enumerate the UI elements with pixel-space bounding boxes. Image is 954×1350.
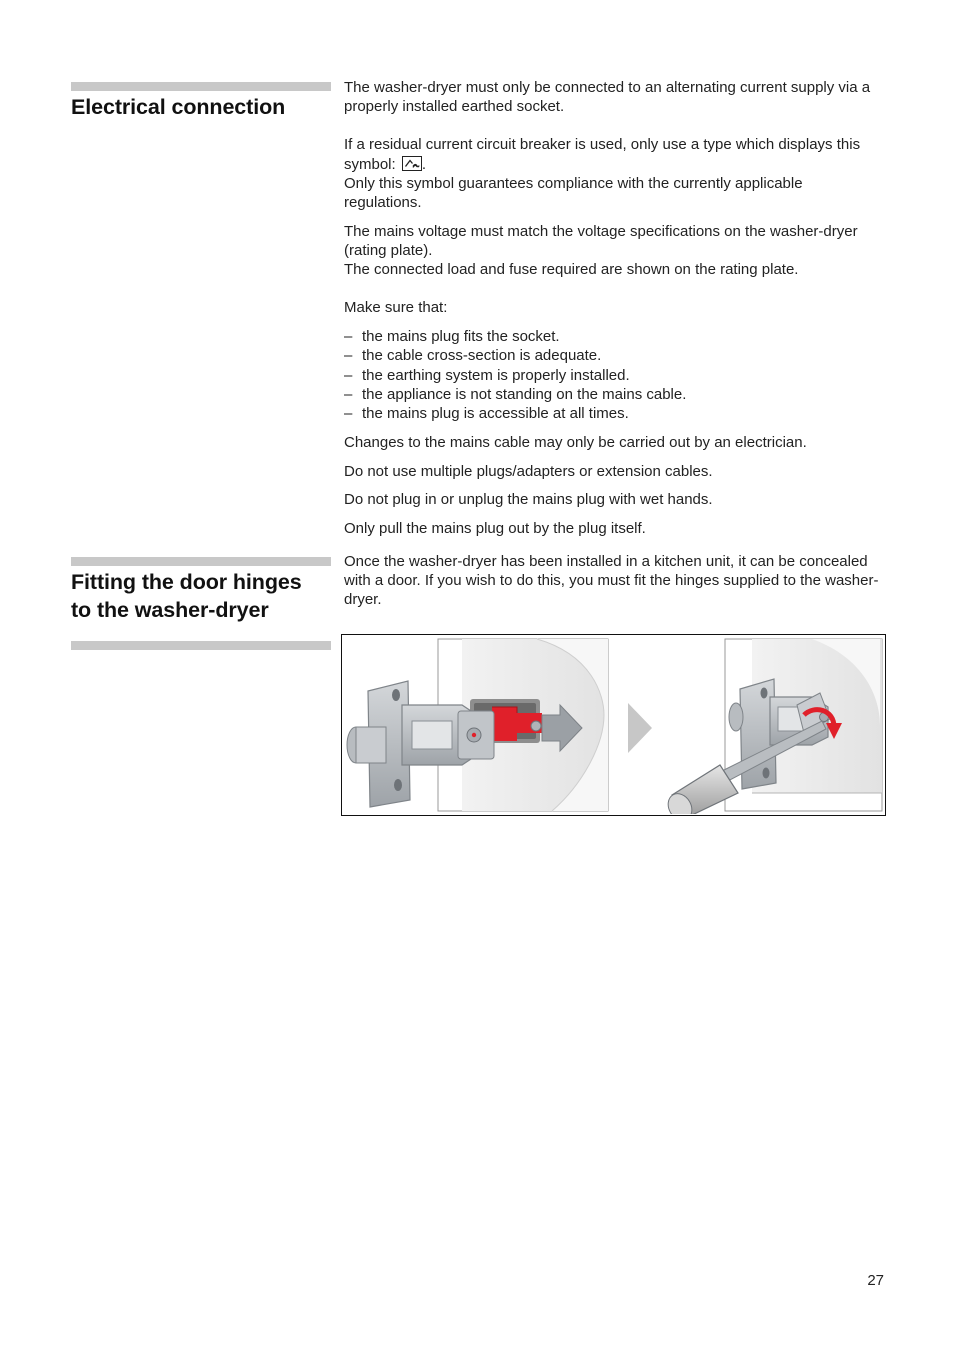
section-rule [71, 641, 331, 650]
paragraph: The connected load and fuse required are shown on the rating plate. [344, 261, 799, 279]
hinge-insert-step-icon [347, 639, 608, 811]
paragraph: Do not use multiple plugs/adapters or extension cables. [344, 462, 713, 480]
hinge-illustration [342, 635, 884, 814]
hinge-installation-figure [341, 634, 886, 816]
page-number: 27 [867, 1272, 884, 1289]
paragraph: Only this symbol guarantees compliance with the currently applicable regulations. [344, 174, 803, 212]
paragraph-rcd [344, 135, 884, 173]
list-item: – the earthing system is properly installed. [344, 366, 884, 385]
list-item: – the mains plug is accessible at all times. [344, 404, 884, 423]
paragraph: Changes to the mains cable may only be carried out by an electrician. [344, 433, 807, 451]
list-item: – the appliance is not standing on the mains cable. [344, 385, 884, 404]
paragraph: Once the washer-dryer has been installed in a kitchen unit, it can be concealed with a door. If you wish to do this, you must fit the hinges supplied to the washer-dryer. [344, 553, 879, 609]
paragraph: Only pull the mains plug out by the plug itself. [344, 520, 646, 538]
section-heading-door-hinges [71, 568, 333, 624]
paragraph: The washer-dryer must only be connected to an alternating current supply via a properly installed earthed socket. [344, 79, 871, 116]
section-heading-electrical-connection: Electrical connection [71, 95, 286, 119]
step-arrow-icon [628, 703, 652, 753]
paragraph-text: . [421, 155, 427, 173]
paragraph: The mains voltage must match the voltage specifications on the washer-dryer (rating plate). [344, 222, 858, 260]
section-rule [71, 557, 331, 566]
paragraph: Make sure that: [344, 299, 448, 317]
rcd-symbol-icon [402, 156, 422, 171]
list-item: – the mains plug fits the socket. [344, 327, 884, 346]
list-item: – the cable cross-section is adequate. [344, 346, 884, 365]
section-rule [71, 82, 331, 91]
paragraph: Do not plug in or unplug the mains plug with wet hands. [344, 491, 713, 509]
screwdriver-fasten-step-icon [663, 639, 882, 814]
paragraph-text: If a residual current circuit breaker is used, only use a type which displays this symbol: [344, 136, 861, 173]
heading-line: Fitting the door hinges [71, 570, 302, 594]
door-hinges-body [344, 552, 884, 610]
checklist [344, 327, 884, 423]
electrical-connection-body [344, 78, 884, 538]
heading-line: to the washer-dryer [71, 598, 269, 622]
